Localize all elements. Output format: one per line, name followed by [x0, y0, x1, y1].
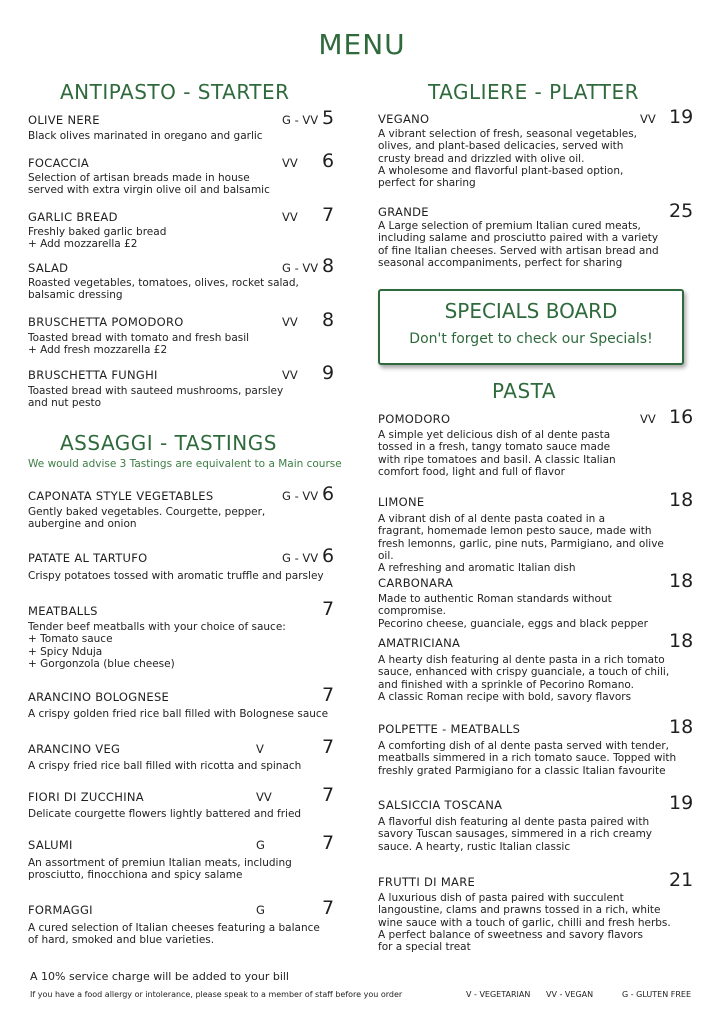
item-name: GRANDE — [378, 205, 429, 219]
item-description: A hearty dish featuring al dente pasta in a rich tomato sauce, enhanced with crispy guanciale, a touch of chili, and finished with a sprinkle of Pecorino Romano. A classic Roman recipe with bold, savory flavors — [378, 654, 670, 703]
item-diet-tag: V — [256, 742, 264, 756]
item-description: Crispy potatoes tossed with aromatic truffle and parsley — [28, 570, 324, 582]
item-price: 19 — [669, 792, 694, 814]
item-description: Selection of artisan breads made in house served with extra virgin olive oil and balsamic — [28, 172, 270, 197]
item-name: POLPETTE - MEATBALLS — [378, 722, 521, 736]
item-diet-tag: G — [256, 903, 265, 917]
item-diet-tag: VV — [256, 790, 272, 804]
item-description: Toasted bread with sauteed mushrooms, parsley and nut pesto — [28, 385, 284, 410]
item-diet-tag: G - VV — [282, 551, 319, 565]
item-description: Freshly baked garlic bread + Add mozzarella £2 — [28, 226, 167, 251]
item-description: A crispy fried rice ball filled with ricotta and spinach — [28, 760, 302, 772]
item-description: A simple yet delicious dish of al dente pasta tossed in a fresh, tangy tomato sauce made with ripe tomatoes and basil. A classic Italian comfort food, light and full of flavor — [378, 429, 616, 478]
item-price: 7 — [322, 598, 335, 620]
item-description: Gently baked vegetables. Courgette, pepper, aubergine and onion — [28, 506, 266, 531]
item-diet-tag: VV — [282, 156, 298, 170]
item-diet-tag: G - VV — [282, 489, 319, 503]
item-price: 18 — [669, 716, 694, 738]
item-name: BRUSCHETTA FUNGHI — [28, 368, 158, 382]
assaggi-heading: ASSAGGI - TASTINGS — [60, 431, 277, 455]
item-price: 16 — [669, 406, 694, 428]
item-name: FRUTTI DI MARE — [378, 875, 476, 889]
item-name: SALUMI — [28, 838, 73, 852]
item-name: FOCACCIA — [28, 156, 90, 170]
item-price: 19 — [669, 106, 694, 128]
service-charge-note: A 10% service charge will be added to your bill — [30, 970, 289, 983]
item-description: Toasted bread with tomato and fresh basil + Add fresh mozzarella £2 — [28, 332, 250, 357]
item-description: Delicate courgette flowers lightly battered and fried — [28, 808, 302, 820]
item-price: 9 — [322, 362, 335, 384]
specials-title: SPECIALS BOARD — [444, 299, 618, 323]
item-price: 7 — [322, 684, 335, 706]
legend-vegetarian: V - VEGETARIAN — [466, 990, 531, 999]
item-diet-tag: VV — [282, 315, 298, 329]
item-description: Black olives marinated in oregano and garlic — [28, 130, 263, 142]
item-diet-tag: VV — [282, 210, 298, 224]
item-price: 8 — [322, 255, 335, 277]
item-description: A vibrant dish of al dente pasta coated in a fragrant, homemade lemon pesto sauce, made with fresh lemonns, garlic, pine nuts, Parmigiano, and olive oil. A refreshing and aromatic Italian dish — [378, 513, 664, 575]
item-name: FIORI DI ZUCCHINA — [28, 790, 144, 804]
item-price: 21 — [669, 869, 694, 891]
item-price: 7 — [322, 736, 335, 758]
item-name: GARLIC BREAD — [28, 210, 118, 224]
legend-gluten-free: G - GLUTEN FREE — [622, 990, 692, 999]
item-price: 7 — [322, 832, 335, 854]
item-name: CAPONATA STYLE VEGETABLES — [28, 489, 214, 503]
item-description: Made to authentic Roman standards without compromise. Pecorino cheese, guanciale, eggs and black pepper — [378, 593, 648, 630]
item-description: A luxurious dish of pasta paired with succulent langoustine, clams and prawns tossed in a rich, white wine sauce with a touch of garlic, chilli and fresh herbs. A perfect balance of sweetness and savory flavors for a special treat — [378, 892, 671, 954]
antipasto-heading: ANTIPASTO - STARTER — [60, 80, 290, 104]
item-name: VEGANO — [378, 112, 430, 126]
item-price: 6 — [322, 545, 335, 567]
item-price: 18 — [669, 630, 694, 652]
item-diet-tag: VV — [282, 368, 298, 382]
item-description: An assortment of premiun Italian meats, including prosciutto, finocchiona and spicy salame — [28, 857, 292, 882]
item-name: OLIVE NERE — [28, 113, 100, 127]
item-price: 8 — [322, 309, 335, 331]
item-name: SALAD — [28, 261, 69, 275]
item-name: BRUSCHETTA POMODORO — [28, 315, 184, 329]
item-price: 18 — [669, 570, 694, 592]
menu-title: MENU — [318, 28, 406, 61]
specials-subtitle: Don't forget to check our Specials! — [409, 331, 653, 347]
pasta-heading: PASTA — [492, 379, 557, 403]
item-description: A Large selection of premium Italian cured meats, including salame and prosciutto paired with a variety of fine Italian cheeses. Served with artisan bread and seasonal accompaniments, perfect for sharing — [378, 220, 659, 269]
item-price: 18 — [669, 489, 694, 511]
item-price: 6 — [322, 150, 335, 172]
assaggi-note: We would advise 3 Tastings are equivalent to a Main course — [28, 458, 342, 470]
item-description: Tender beef meatballs with your choice of sauce: + Tomato sauce + Spicy Nduja + Gorgonzola (blue cheese) — [28, 621, 286, 670]
item-description: A comforting dish of al dente pasta served with tender, meatballs simmered in a rich tomato sauce. Topped with freshly grated Parmigiano for a classic Italian favourite — [378, 740, 677, 777]
item-price: 25 — [669, 200, 694, 222]
item-description: A cured selection of Italian cheeses featuring a balance of hard, smoked and blue varieties. — [28, 922, 320, 947]
item-diet-tag: G — [256, 838, 265, 852]
specials-board — [378, 289, 684, 365]
item-description: A vibrant selection of fresh, seasonal vegetables, olives, and plant-based delicacies, served with crusty bread and drizzled with olive oil. A wholesome and flavorful plant-based option, perfect for sharing — [378, 128, 638, 190]
item-price: 6 — [322, 483, 335, 505]
item-diet-tag: G - VV — [282, 261, 319, 275]
item-name: AMATRICIANA — [378, 636, 461, 650]
item-name: CARBONARA — [378, 576, 454, 590]
item-name: PATATE AL TARTUFO — [28, 551, 148, 565]
item-description: A crispy golden fried rice ball filled with Bolognese sauce — [28, 708, 329, 720]
item-diet-tag: VV — [640, 112, 656, 126]
item-name: FORMAGGI — [28, 903, 93, 917]
item-name: ARANCINO VEG — [28, 742, 121, 756]
item-diet-tag: VV — [640, 412, 656, 426]
item-price: 7 — [322, 784, 335, 806]
item-description: A flavorful dish featuring al dente pasta paired with savory Tuscan sausages, simmered in a rich creamy sauce. A hearty, rustic Italian classic — [378, 816, 653, 853]
legend-vegan: VV - VEGAN — [546, 990, 594, 999]
item-name: LIMONE — [378, 495, 425, 509]
item-price: 7 — [322, 897, 335, 919]
item-price: 5 — [322, 107, 335, 129]
item-description: Roasted vegetables, tomatoes, olives, rocket salad, balsamic dressing — [28, 277, 299, 302]
item-name: POMODORO — [378, 412, 451, 426]
item-price: 7 — [322, 204, 335, 226]
item-name: ARANCINO BOLOGNESE — [28, 690, 170, 704]
taglieri-heading: TAGLIERE - PLATTER — [428, 80, 640, 104]
item-name: SALSICCIA TOSCANA — [378, 798, 503, 812]
item-name: MEATBALLS — [28, 604, 98, 618]
allergy-note: If you have a food allergy or intolerance, please speak to a member of staff before you order — [30, 990, 403, 999]
item-diet-tag: G - VV — [282, 113, 319, 127]
